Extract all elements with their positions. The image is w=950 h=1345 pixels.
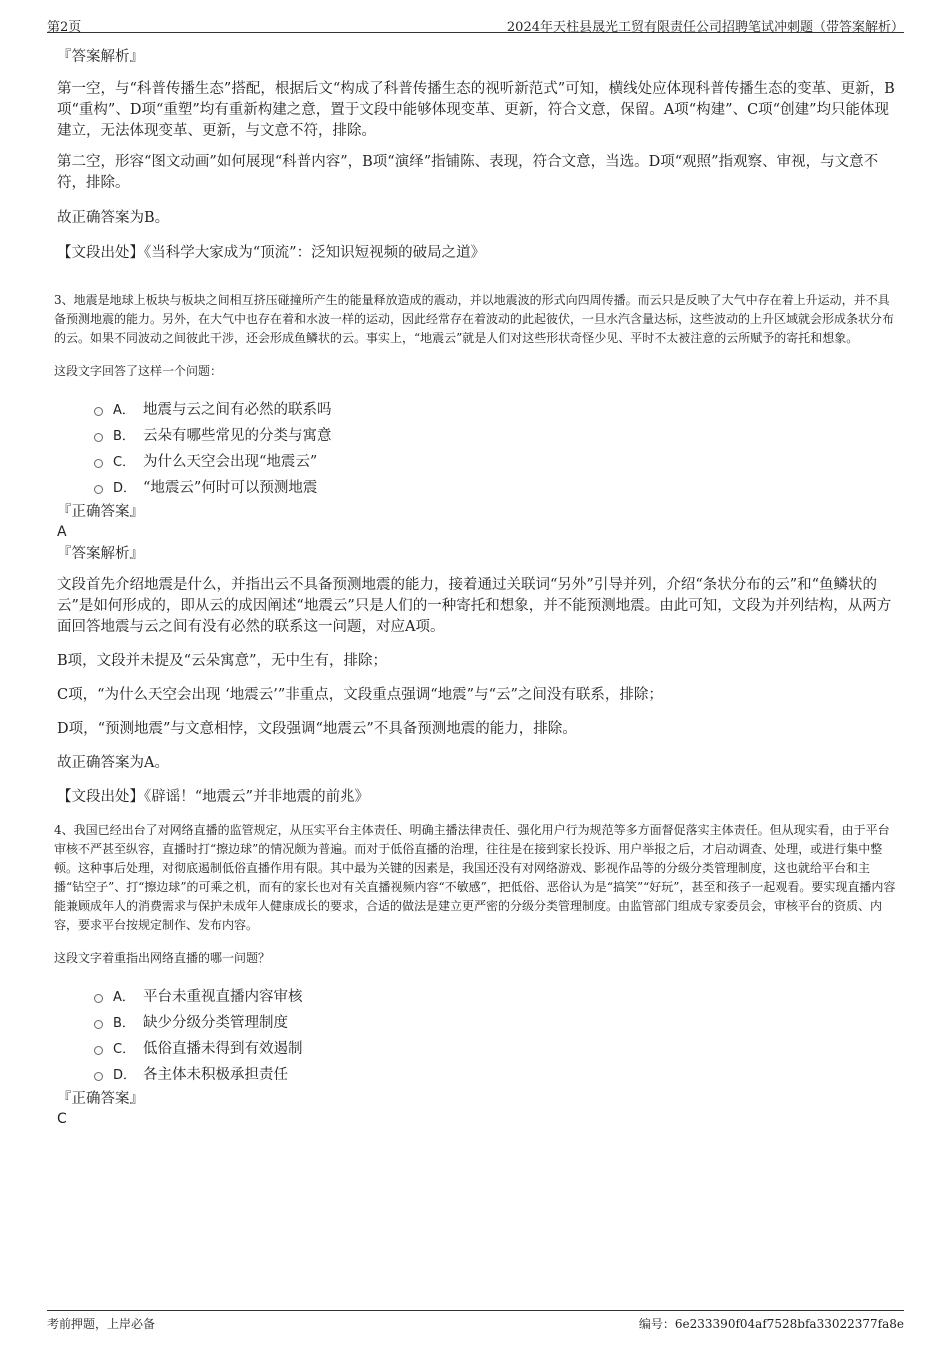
radio-button-icon[interactable]: [94, 407, 103, 416]
option-c[interactable]: C． 低俗直播未得到有效遏制: [57, 1034, 897, 1060]
analysis-conclusion: 故正确答案为A。: [57, 755, 169, 771]
radio-button-icon[interactable]: [94, 1020, 103, 1029]
option-c[interactable]: C． 为什么天空会出现“地震云”: [57, 447, 897, 473]
radio-button-icon[interactable]: [94, 485, 103, 494]
radio-button-icon[interactable]: [94, 994, 103, 1003]
option-b[interactable]: B． 云朵有哪些常见的分类与寓意: [57, 421, 897, 447]
analysis-paragraph: D项，“预测地震”与文意相悖，文段强调“地震云”不具备预测地震的能力，排除。: [57, 721, 577, 737]
correct-answer-label: 『正确答案』: [57, 1091, 144, 1107]
page-header: [47, 12, 904, 33]
radio-button-icon[interactable]: [94, 1046, 103, 1055]
analysis-paragraph: 第二空，形容“图文动画”如何展现“科普内容”，B项“演绎”指铺陈、表现，符合文意，当选。D项“观照”指观察、审视，与文意不符，排除。: [57, 154, 879, 191]
correct-answer-label: 『正确答案』: [57, 504, 144, 520]
document-body: [54, 44, 897, 1128]
page-footer: [47, 1310, 904, 1331]
question-3-options: [57, 395, 897, 499]
passage-source: 【文段出处】《辟谣！“地震云”并非地震的前兆》: [57, 789, 370, 805]
radio-button-icon[interactable]: [94, 459, 103, 468]
analysis-conclusion: 故正确答案为B。: [57, 210, 170, 226]
analysis-paragraph: 文段首先介绍地震是什么，并指出云不具备预测地震的能力，接着通过关联词“另外”引导并列，介绍“条状分布的云”和“鱼鳞状的云”是如何形成的，即从云的成因阐述“地震云”只是人们的一种寄托和想象，并不能预测地震。由此可知，文段为并列结构，从两方面回答地震与云之间有没有必然的联系这一问题，对应A项。: [57, 577, 892, 635]
question-3-text: 3、地震是地球上板块与板块之间相互挤压碰撞所产生的能量释放造成的震动，并以地震波的形式向四周传播。而云只是反映了大气中存在着上升运动，并不具备预测地震的能力。另外，在大气中也存在着和水波一样的运动，因此经常存在着波动的此起彼伏，一旦水汽含量达标，这些波动的上升区域就会形成条状分布的云。如果不同波动之间彼此干涉，还会形成鱼鳞状的云。事实上，“地震云”就是人们对这些形状奇怪少见、平时不太被注意的云所赋予的寄托和想象。: [54, 293, 895, 345]
question-4-options: [57, 982, 897, 1086]
document-id: 编号：6e233390f04af7528bfa33022377fa8e: [638, 1317, 904, 1331]
analysis-label: 『答案解析』: [57, 49, 144, 65]
question-3-prompt: 这段文字回答了这样一个问题：: [54, 364, 223, 378]
analysis-paragraph: C项，“为什么天空会出现 ‘地震云’”非重点，文段重点强调“地震”与“云”之间没有联系，排除；: [57, 687, 663, 703]
question-4-prompt: 这段文字着重指出网络直播的哪一问题？: [54, 951, 271, 965]
correct-answer: C: [57, 1111, 67, 1127]
option-a[interactable]: A． 平台未重视直播内容审核: [57, 982, 897, 1008]
document-title: 2024年天柱县晟光工贸有限责任公司招聘笔试冲刺题（带答案解析）: [506, 20, 904, 35]
option-d[interactable]: D． 各主体未积极承担责任: [57, 1060, 897, 1086]
radio-button-icon[interactable]: [94, 433, 103, 442]
option-a[interactable]: A． 地震与云之间有必然的联系吗: [57, 395, 897, 421]
correct-answer: A: [57, 524, 67, 540]
option-b[interactable]: B． 缺少分级分类管理制度: [57, 1008, 897, 1034]
radio-button-icon[interactable]: [94, 1072, 103, 1081]
option-d[interactable]: D． “地震云”何时可以预测地震: [57, 473, 897, 499]
analysis-paragraph: 第一空，与“科普传播生态”搭配，根据后文“构成了科普传播生态的视听新范式”可知，横线处应体现科普传播生态的变革、更新，B项“重构”、D项“重塑”均有重新构建之意，置于文段中能够体现变革、更新，符合文意，保留。A项“构建”、C项“创建”均只能体现建立，无法体现变革、更新，与文意不符，排除。: [57, 81, 895, 139]
analysis-paragraph: B项，文段并未提及“云朵寓意”，无中生有，排除；: [57, 653, 387, 669]
question-4-text: 4、我国已经出台了对网络直播的监管规定，从压实平台主体责任、明确主播法律责任、强化用户行为规范等多方面督促落实主体责任。但从现实看，由于平台审核不严甚至纵容，直播时打“擦边球”的情况颇为普遍。而对于低俗直播的治理，往往是在接到家长投诉、用户举报之后，才启动调查、处理，或进行集中整顿。这种事后处理，对彻底遏制低俗直播作用有限。其中最为关键的因素是，我国还没有对网络游戏、影视作品等的分级分类管理制度，这也就给平台和主播“钻空子”、打“擦边球”的可乘之机，而有的家长也对有关直播视频内容“不敏感”，把低俗、恶俗认为是“搞笑”“好玩”，甚至和孩子一起观看。要实现直播内容能兼顾成年人的消费需求与保护未成年人健康成长的要求，合适的做法是建立更严密的分级分类管理制度。由监管部门组成专家委员会，审核平台的资质、内容，要求平台按规定制作、发布内容。: [54, 823, 896, 932]
page-number: 第2页: [47, 20, 82, 35]
analysis-label: 『答案解析』: [57, 546, 144, 562]
passage-source: 【文段出处】《当科学大家成为“顶流”：泛知识短视频的破局之道》: [57, 245, 486, 261]
footer-slogan: 考前押题，上岸必备: [47, 1317, 156, 1331]
